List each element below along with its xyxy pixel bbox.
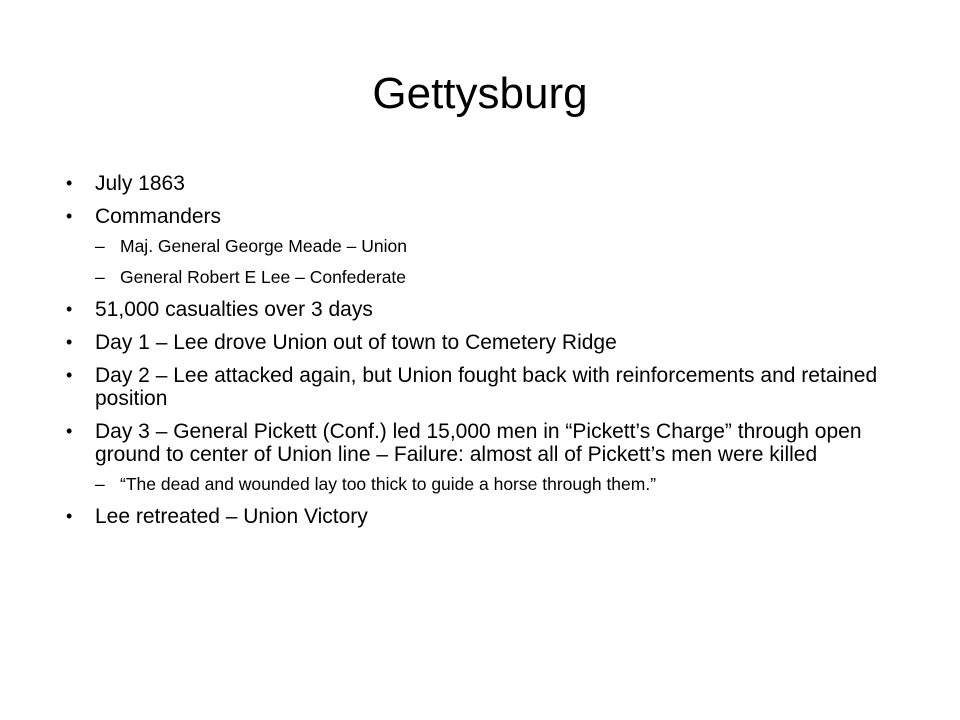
dash-icon: – bbox=[95, 267, 105, 287]
sub-bullet-list bbox=[95, 474, 906, 494]
bullet-list bbox=[66, 172, 906, 528]
bullet-icon: • bbox=[66, 299, 73, 319]
bullet-text: Commanders bbox=[95, 205, 222, 228]
slide-body bbox=[66, 172, 906, 538]
bullet-item bbox=[66, 331, 906, 354]
bullet-icon: • bbox=[66, 332, 73, 352]
bullet-text: Day 3 – General Pickett (Conf.) led 15,000 men in “Pickett’s Charge” through open ground to center of Union line – Failure: almost all of Pickett’s men were killed bbox=[95, 420, 862, 466]
bullet-text: Lee retreated – Union Victory bbox=[95, 505, 368, 528]
dash-icon: – bbox=[95, 236, 105, 256]
sub-bullet-item bbox=[95, 474, 906, 494]
bullet-item bbox=[66, 298, 906, 321]
bullet-item bbox=[66, 205, 906, 287]
bullet-text: Day 1 – Lee drove Union out of town to Cemetery Ridge bbox=[95, 331, 617, 354]
sub-bullet-text: Maj. General George Meade – Union bbox=[120, 236, 407, 256]
quote-text: “The dead and wounded lay too thick to guide a horse through them.” bbox=[120, 474, 657, 494]
slide-title: Gettysburg bbox=[372, 69, 588, 118]
sub-bullet-list bbox=[95, 236, 906, 287]
bullet-item bbox=[66, 420, 906, 494]
bullet-icon: • bbox=[66, 365, 73, 385]
bullet-icon: • bbox=[66, 173, 73, 193]
bullet-text: Day 2 – Lee attacked again, but Union fought back with reinforcements and retained position bbox=[95, 364, 878, 410]
bullet-text: 51,000 casualties over 3 days bbox=[95, 298, 373, 321]
bullet-item bbox=[66, 505, 906, 528]
dash-icon: – bbox=[95, 474, 105, 494]
bullet-icon: • bbox=[66, 206, 73, 226]
bullet-item bbox=[66, 364, 906, 410]
sub-bullet-item bbox=[95, 236, 906, 256]
sub-bullet-item bbox=[95, 267, 906, 287]
bullet-item bbox=[66, 172, 906, 195]
bullet-text: July 1863 bbox=[95, 172, 185, 195]
bullet-icon: • bbox=[66, 421, 73, 441]
bullet-icon: • bbox=[66, 506, 73, 526]
sub-bullet-text: General Robert E Lee – Confederate bbox=[120, 267, 407, 287]
